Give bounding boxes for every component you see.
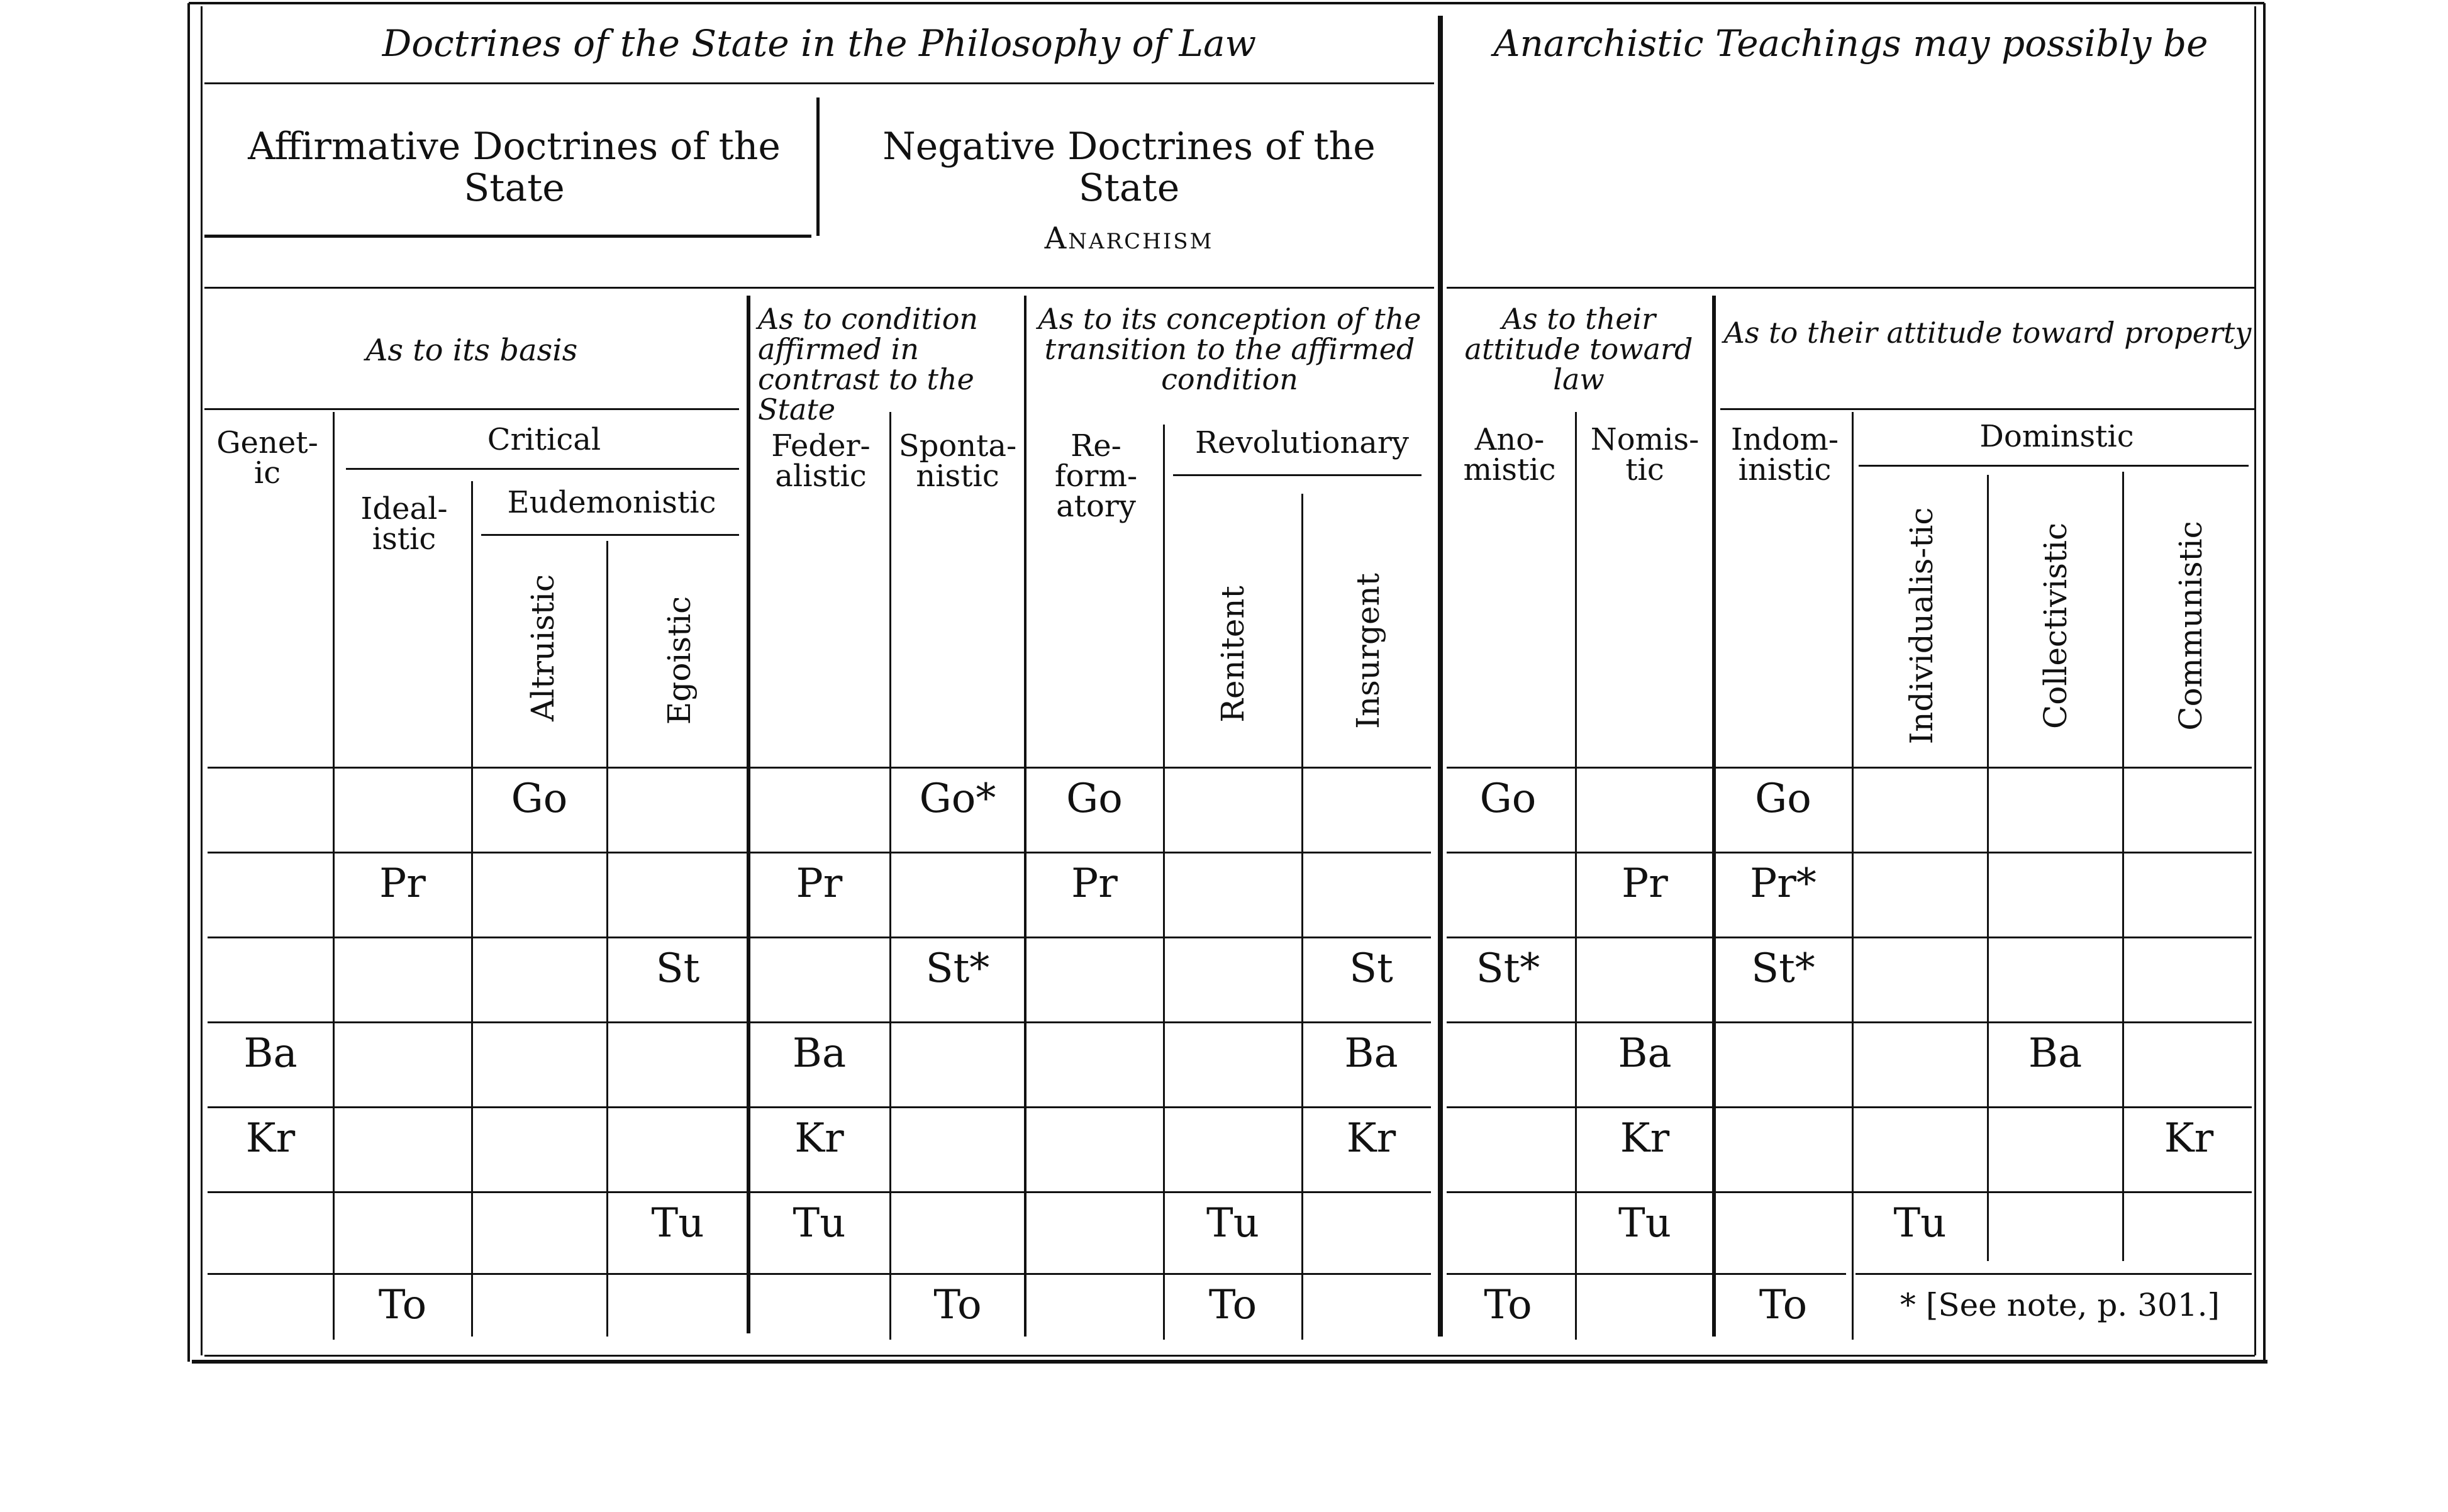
table-cell: St* [1751,945,1815,992]
col-egoistic: Egoistic [661,596,698,725]
col-communistic: Communistic [2172,521,2209,731]
table-cell: Kr [1620,1115,1670,1162]
table-cell: To [378,1282,427,1328]
table-rule [1447,852,2252,853]
table-rule [201,6,203,1355]
col-individualistic: Individualis-tic [1903,507,1940,745]
table-cell: Tu [793,1200,846,1247]
col-nomistic: Nomis-tic [1590,422,1700,487]
table-rule [1447,287,2255,289]
negative-label: Negative Doctrines of the State [882,125,1376,210]
table-cell: St* [925,945,990,992]
table-rule [1855,1273,2252,1275]
table-rule [471,481,473,1337]
table-rule [204,82,1434,84]
title-left: Doctrines of the State in the Philosophy of Law [382,22,1257,65]
revolutionary-header: Revolutionary [1195,425,1409,460]
col-renitent: Renitent [1215,586,1251,723]
title-right: Anarchistic Teachings may possibly be [1493,22,2208,65]
table-cell: St* [1476,945,1540,992]
col-idealistic: Ideal-istic [360,491,448,557]
table-rule [192,1360,2267,1364]
affirmative-label: Affirmative Doctrines of the State [248,125,781,210]
table-rule [1447,937,2252,938]
table-cell: Ba [2028,1030,2083,1077]
table-rule [346,468,739,470]
table-rule [1173,474,1422,476]
table-cell: Tu [1206,1200,1259,1247]
table-rule [747,296,750,1333]
col-anomistic: Ano-mistic [1463,422,1556,487]
table-cell: Go [1755,775,1811,822]
table-rule [208,1273,1431,1275]
table-cell: Pr [1071,860,1118,907]
table-cell: Tu [1893,1200,1947,1247]
col-indominstic: Indom-inistic [1730,422,1839,487]
table-rule [204,1355,2255,1357]
col-spontanistic: Sponta-nistic [898,428,1017,494]
table-cell: St [655,945,700,992]
table-cell: Pr [1622,860,1668,907]
table-cell: Tu [651,1200,704,1247]
table-cell: To [1484,1282,1532,1328]
col-altruistic: Altruistic [524,574,561,722]
table-rule [1447,767,2252,769]
footnote: * [See note, p. 301.] [1900,1287,2220,1323]
law-header: As to their attitude toward law [1464,301,1693,397]
col-genetic: Genet-ic [216,425,318,491]
table-rule [208,937,1431,938]
table-cell: Kr [1346,1115,1396,1162]
table-cell: Ba [243,1030,298,1077]
basis-header: As to its basis [365,332,578,368]
table-rule [1447,1106,2252,1108]
table-rule [208,852,1431,853]
table-rule [208,1021,1431,1023]
table-rule [204,408,739,410]
table-cell: Go* [919,775,996,822]
table-cell: Tu [1618,1200,1671,1247]
table-rule [1720,408,2255,410]
col-reformatory: Re-form-atory [1054,428,1138,524]
critical-header: Critical [487,422,601,457]
table-cell: Ba [1618,1030,1672,1077]
table-rule [187,3,190,1362]
table-cell: Pr* [1750,860,1817,907]
table-cell: To [1759,1282,1808,1328]
table-cell: Ba [792,1030,847,1077]
table-rule [204,235,811,238]
table-cell: To [1208,1282,1257,1328]
table-rule [208,1106,1431,1108]
table-rule [1447,1191,2252,1193]
table-rule [481,534,739,536]
anarchism-label: Anarchism [1044,221,1214,256]
table-cell: Kr [794,1115,844,1162]
property-header: As to their attitude toward property [1723,316,2252,350]
table-rule [2263,3,2266,1362]
table-cell: Kr [245,1115,296,1162]
col-collectivistic: Collectivistic [2037,523,2074,730]
table-rule [1447,1273,1846,1275]
table-cell: Ba [1344,1030,1398,1077]
table-rule [1859,465,2249,467]
dominstic-header: Dominstic [1979,419,2134,454]
col-federalistic: Feder-alistic [771,428,871,494]
condition-header: As to condition affirmed in contrast to the State [758,301,979,427]
table-rule [816,97,820,236]
transition-header: As to its conception of the transition to the affirmed condition [1038,301,1422,397]
table-rule [204,287,1434,289]
table-cell: Go [1479,775,1537,822]
table-cell: St [1349,945,1393,992]
table-cell: Go [1066,775,1123,822]
table-rule [1987,475,1989,1261]
col-insurgent: Insurgent [1350,573,1386,729]
table-cell: Kr [2164,1115,2214,1162]
table-cell: To [933,1282,982,1328]
eudemonistic-header: Eudemonistic [507,485,716,520]
table-rule [208,1191,1431,1193]
table-rule [1447,1021,2252,1023]
table-rule [189,2,2264,4]
table-cell: Pr [379,860,426,907]
table-cell: Go [511,775,568,822]
table-cell: Pr [796,860,843,907]
